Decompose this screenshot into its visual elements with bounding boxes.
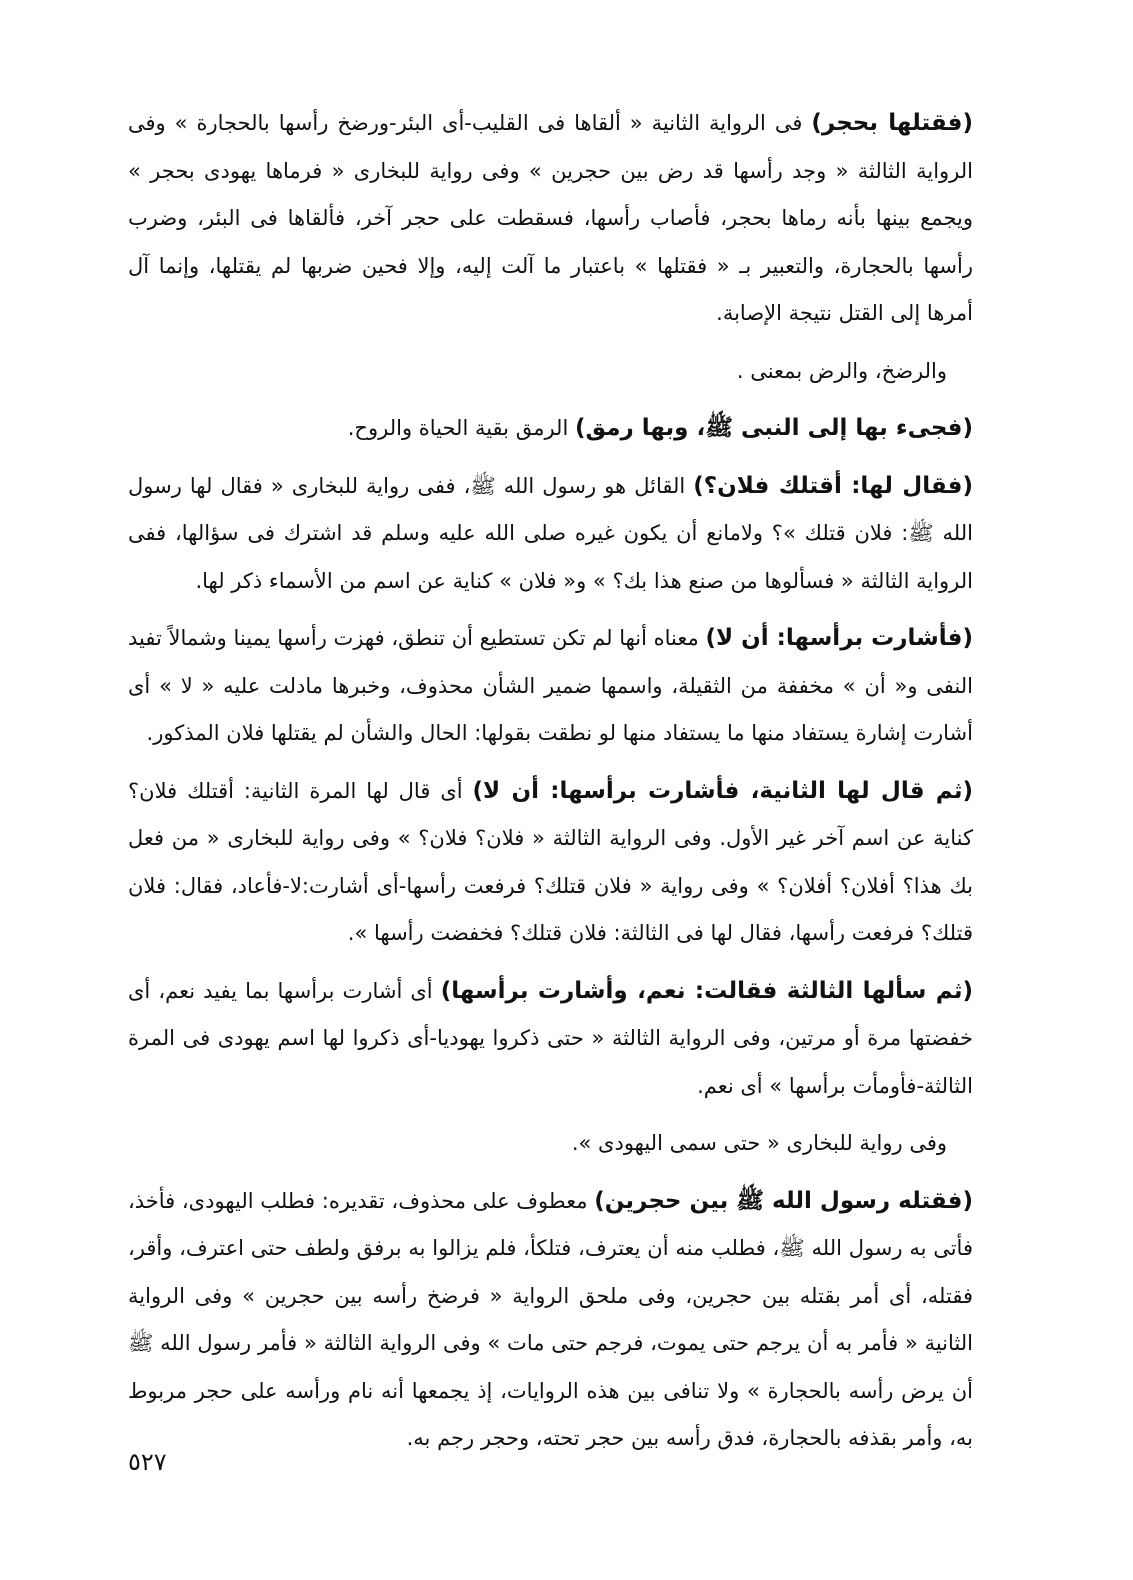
paragraph-9-heading: (فقتله رسول الله ﷺ بين حجرين) (594, 1187, 973, 1214)
paragraph-6 (128, 768, 973, 958)
paragraph-5-body: معناه أنها لم تكن تستطيع أن تنطق، فهزت رأسها يمينا وشمالاً تفيد النفى و« أن » مخففة من الثقيلة، واسمها ضمير الشأن محذوف، وخبرها مادلت عليه « لا » أى أشارت إشارة يستفاد منها ما يستفاد منها لو نطقت بقولها: الحال والشأن لم يقتلها فلان المذكور. (128, 626, 973, 745)
paragraph-2-body: والرضخ، والرض بمعنى . (736, 358, 947, 383)
paragraph-6-heading: (ثم قال لها الثانية، فأشارت برأسها: أن لا) (472, 777, 973, 804)
paragraph-4 (128, 463, 973, 606)
paragraph-4-heading: (فقال لها: أقتلك فلان؟) (693, 472, 973, 499)
paragraph-7-heading: (ثم سألها الثالثة فقالت: نعم، وأشارت برأسها) (440, 977, 973, 1004)
paragraph-8 (128, 1120, 973, 1168)
paragraph-3-heading: (فجىء بها إلى النبى ﷺ، وبها رمق) (574, 415, 973, 441)
paragraph-4-body: القائل هو رسول الله ﷺ، ففى رواية للبخارى « فقال لها رسول الله ﷺ: فلان قتلك »؟ ولامانع أن يكون غيره صلى الله عليه وسلم قد اشترك فى سؤالها، ففى الرواية الثالثة « فسألوها من صنع هذا بك؟ » و« فلان » كناية عن اسم من الأسماء ذكر لها. (128, 473, 973, 593)
paragraph-9-body: معطوف على محذوف، تقديره: فطلب اليهودى، فأخذ، فأتى به رسول الله ﷺ، فطلب منه أن يعترف، فتلكأ، فلم يزالوا به برفق ولطف حتى اعترف، وأقر، فقتله، أى أمر بقتله بين حجرين، وفى ملحق الرواية « فرضخ رأسه بين حجرين » وفى الرواية الثانية « فأمر به أن يرجم حتى يموت، فرجم حتى مات » وفى الرواية الثالثة « فأمر رسول الله ﷺ أن يرض رأسه بالحجارة » ولا تنافى بين هذه الروايات، إذ يجمعها أنه نام ورأسه على حجر مربوط به، وأمر بقذفه بالحجارة، فدق رأسه بين حجر تحته، وحجر رجم به. (128, 1188, 973, 1450)
paragraph-6-body: أى قال لها المرة الثانية: أقتلك فلان؟ كناية عن اسم آخر غير الأول. وفى الرواية الثالثة « فلان؟ فلان؟ » وفى رواية للبخارى « من فعل بك هذا؟ أفلان؟ أفلان؟ » وفى رواية « فلان قتلك؟ فرفعت رأسها-أى أشارت:لا-فأعاد، فقال: فلان قتلك؟ فرفعت رأسها، فقال لها فى الثالثة: فلان قتلك؟ فخفضت رأسها ». (128, 778, 973, 945)
paragraph-2 (128, 348, 973, 396)
paragraph-7 (128, 968, 973, 1111)
page-number: ٥٢٧ (128, 1448, 167, 1476)
paragraph-7-body: أى أشارت برأسها بما يفيد نعم، أى خفضتها مرة أو مرتين، وفى الرواية الثالثة « حتى ذكروا يهوديا-أى ذكروا لها اسم يهودى فى المرة الثالثة-فأومأت برأسها » أى نعم. (128, 978, 973, 1098)
paragraph-5 (128, 615, 973, 758)
paragraph-1-body: فى الرواية الثانية « ألقاها فى القليب-أى البئر-ورضخ رأسها بالحجارة » وفى الرواية الثالثة « وجد رأسها قد رض بين حجرين » وفى رواية للبخارى « فرماها يهودى بحجر » ويجمع بينها بأنه رماها بحجر، فأصاب رأسها، فسقطت على حجر آخر، فألقاها فى البئر، وضرب رأسها بالحجارة، والتعبير بـ « فقتلها » باعتبار ما آلت إليه، وإلا فحين ضربها لم يقتلها، وإنما آل أمرها إلى القتل نتيجة الإصابة. (128, 111, 973, 325)
paragraph-3-body: الرمق بقية الحياة والروح. (347, 416, 575, 440)
paragraph-3 (128, 405, 973, 453)
page-body (128, 100, 973, 1473)
paragraph-9 (128, 1178, 973, 1463)
paragraph-1-heading: (فقتلها بحجر) (811, 110, 974, 136)
paragraph-1 (128, 100, 973, 338)
paragraph-8-body: وفى رواية للبخارى « حتى سمى اليهودى ». (571, 1131, 947, 1155)
paragraph-5-heading: (فأشارت برأسها: أن لا) (705, 625, 973, 651)
